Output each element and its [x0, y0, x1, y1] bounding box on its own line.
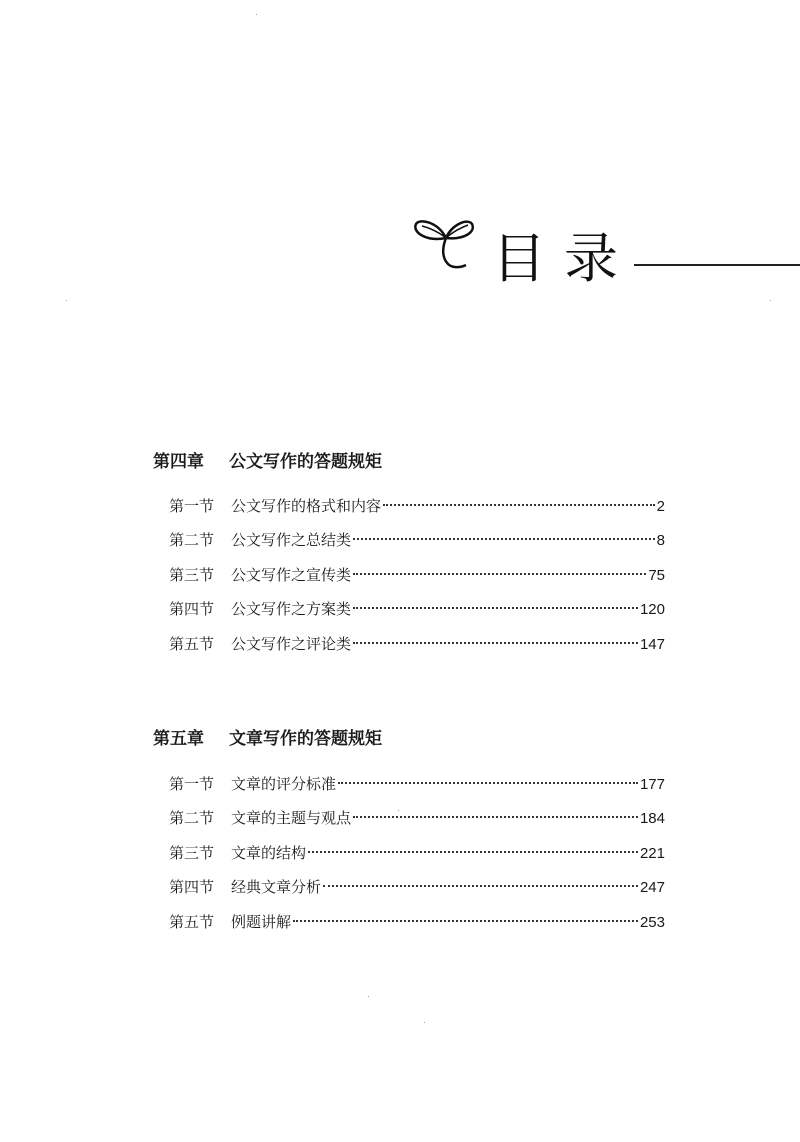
chapter-number: 第四章 — [153, 452, 204, 472]
toc-entry[interactable] — [169, 841, 665, 875]
section-number: 第一节 — [169, 497, 215, 515]
section-title: 例题讲解 — [231, 912, 292, 931]
dot-leader — [383, 504, 655, 506]
dot-leader — [353, 816, 638, 818]
section-title: 文章的评分标准 — [231, 775, 337, 793]
page-number: 177 — [639, 776, 665, 793]
toc-entry[interactable] — [169, 597, 665, 631]
section-number: 第三节 — [169, 565, 215, 584]
toc-entry[interactable] — [169, 528, 665, 562]
page-number: 253 — [639, 913, 665, 931]
scan-speck — [424, 1022, 425, 1023]
toc-entry[interactable] — [169, 772, 665, 806]
chapter-5 — [153, 726, 665, 931]
scan-speck — [256, 14, 257, 15]
sprout-icon — [412, 212, 484, 272]
chapter-heading — [153, 726, 665, 752]
dot-leader — [353, 607, 638, 609]
chapter-title: 公文写作的答题规矩 — [229, 452, 382, 472]
section-title: 公文写作之宣传类 — [231, 565, 352, 584]
section-title: 文章的结构 — [231, 843, 307, 862]
dot-leader — [308, 851, 638, 853]
page-number: 2 — [656, 498, 665, 515]
chapter-title: 文章写作的答题规矩 — [229, 729, 382, 749]
section-number: 第二节 — [169, 809, 215, 828]
page-number: 8 — [656, 532, 665, 550]
toc-entry[interactable] — [169, 494, 665, 528]
toc-entry[interactable] — [169, 563, 665, 597]
section-list — [169, 494, 665, 666]
page-number: 247 — [639, 879, 665, 897]
section-number: 第五节 — [169, 634, 215, 653]
page-number: 221 — [639, 844, 665, 862]
dot-leader — [353, 642, 638, 644]
dot-leader — [353, 538, 655, 540]
chapter-number: 第五章 — [153, 729, 204, 749]
section-number: 第一节 — [169, 775, 215, 793]
dot-leader — [353, 573, 646, 575]
page-number: 147 — [639, 635, 665, 653]
chapter-heading — [153, 449, 665, 475]
page-title: 目录 — [492, 227, 636, 290]
scan-speck — [368, 996, 369, 997]
section-number: 第三节 — [169, 843, 215, 862]
title-rule — [634, 264, 800, 266]
section-title: 经典文章分析 — [231, 878, 322, 897]
section-title: 公文写作的格式和内容 — [231, 497, 382, 515]
scan-speck — [770, 300, 771, 301]
section-number: 第五节 — [169, 912, 215, 931]
chapter-4 — [153, 449, 665, 653]
toc-entry[interactable] — [169, 910, 665, 944]
scan-speck — [398, 810, 399, 811]
section-list — [169, 772, 665, 944]
section-title: 文章的主题与观点 — [231, 809, 352, 828]
page-number: 184 — [639, 810, 665, 828]
section-title: 公文写作之总结类 — [231, 531, 352, 550]
section-number: 第四节 — [169, 878, 215, 897]
page-number: 75 — [648, 566, 665, 584]
page-number: 120 — [639, 601, 665, 619]
section-number: 第四节 — [169, 600, 215, 619]
toc-entry[interactable] — [169, 875, 665, 909]
toc-entry[interactable] — [169, 632, 665, 666]
section-number: 第二节 — [169, 531, 215, 550]
section-title: 公文写作之方案类 — [231, 600, 352, 619]
toc-entry[interactable] — [169, 806, 665, 840]
dot-leader — [323, 885, 638, 887]
dot-leader — [338, 782, 638, 784]
toc-header — [412, 212, 800, 302]
scan-speck — [66, 300, 67, 301]
dot-leader — [293, 920, 638, 922]
section-title: 公文写作之评论类 — [231, 634, 352, 653]
